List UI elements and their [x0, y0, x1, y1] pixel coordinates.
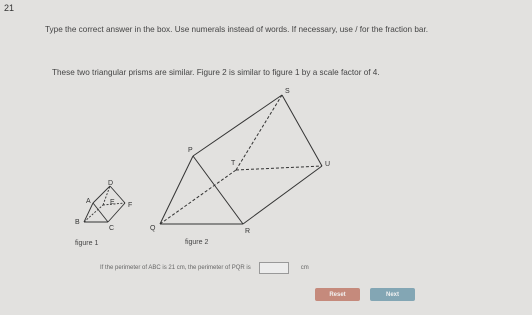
fig1-edge-ba: [84, 203, 93, 222]
fig2-edge-pr: [193, 156, 243, 224]
vertex-label-c: C: [109, 225, 115, 232]
question-prompt: These two triangular prisms are similar. Figure 2 is similar to figure 1 by a scale factor of 4.: [52, 68, 380, 77]
vertex-label-a: A: [86, 198, 91, 205]
question-number: 21: [4, 3, 15, 13]
figure-2-prism: [160, 95, 322, 224]
figure-2-caption: figure 2: [185, 239, 209, 246]
vertex-label-p: P: [188, 147, 193, 154]
fig2-edge-su: [282, 95, 322, 166]
answer-unit: cm: [300, 265, 309, 271]
question-instructions: Type the correct answer in the box. Use numerals instead of words. If necessary, use / for the fraction bar.: [45, 25, 429, 34]
vertex-label-q: Q: [150, 225, 156, 232]
vertex-label-b: B: [75, 219, 80, 226]
next-button[interactable]: Next: [370, 288, 415, 301]
fig2-edge-qp: [160, 156, 193, 224]
figure-1-caption: figure 1: [75, 240, 99, 247]
fig1-edge-ed: [103, 186, 110, 205]
vertex-label-f: F: [128, 202, 133, 209]
reset-button[interactable]: Reset: [315, 288, 360, 301]
vertex-label-r: R: [245, 228, 251, 235]
fig2-edge-ru: [243, 166, 322, 224]
fig1-edge-be: [84, 205, 103, 222]
fig2-edge-ts: [236, 95, 282, 170]
vertex-label-t: T: [231, 160, 236, 167]
vertex-label-s: S: [285, 88, 290, 95]
answer-input[interactable]: [259, 262, 289, 274]
vertex-label-u: U: [325, 161, 331, 168]
answer-row: [100, 262, 309, 274]
fig2-edge-qt: [160, 170, 236, 224]
vertex-label-d: D: [108, 180, 114, 187]
vertex-label-e: E: [110, 199, 115, 206]
fig2-edge-tu: [236, 166, 322, 170]
fig1-edge-ad: [93, 186, 110, 203]
answer-sentence: If the perimeter of ABC is 21 cm, the perimeter of PQR is: [100, 265, 251, 271]
fig2-edge-ps: [193, 95, 282, 156]
